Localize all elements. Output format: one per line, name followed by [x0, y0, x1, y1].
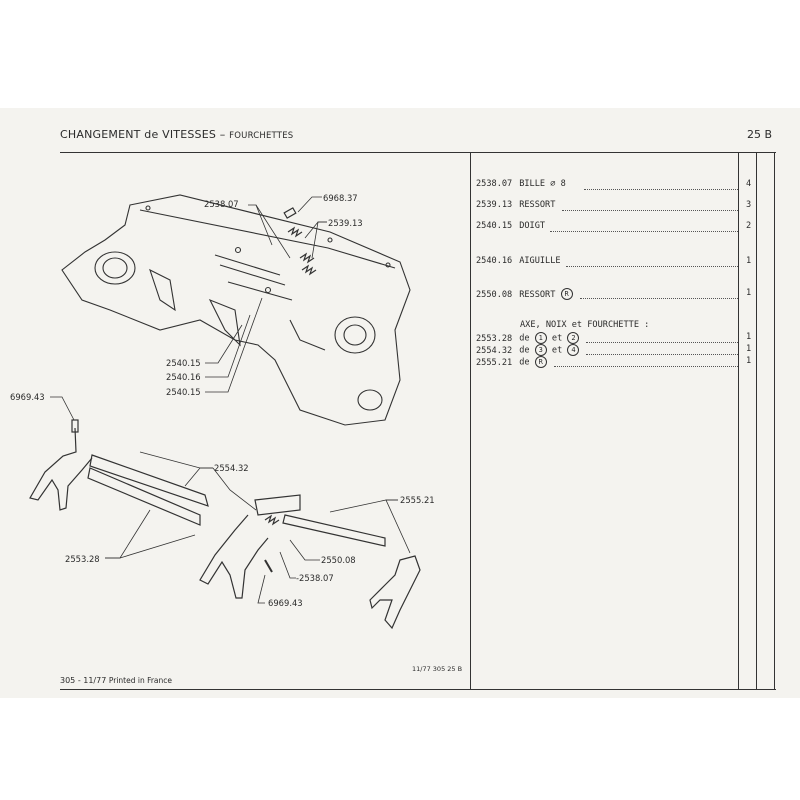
part-qty: 4	[746, 179, 752, 189]
parts-row	[476, 179, 766, 191]
part-qty: 1	[746, 256, 752, 266]
callout-2540-15-b: 2540.15	[166, 387, 201, 397]
part-pre: de	[519, 357, 530, 368]
part-mid: et	[551, 333, 563, 344]
part-qty: 3	[746, 200, 752, 210]
part-label: AIGUILLE	[519, 256, 561, 266]
part-mid: et	[551, 345, 563, 356]
header-rule	[60, 152, 776, 153]
part-label: BILLE ⌀ 8	[519, 179, 566, 189]
part-qty: 1	[746, 332, 752, 342]
title-main: CHANGEMENT de VITESSES	[60, 128, 217, 141]
callout-2553-28: 2553.28	[65, 554, 100, 564]
part-qty: 1	[746, 288, 752, 298]
leader-dots	[562, 200, 738, 211]
title-subtitle: FOURCHETTES	[229, 131, 294, 141]
mark-a: 3	[535, 344, 547, 356]
part-pre: de	[519, 333, 530, 344]
callout-2555-21: 2555.21	[400, 495, 435, 505]
part-label: DOIGT	[519, 221, 546, 231]
spring-coils-drawing	[284, 208, 316, 274]
gearbox-housing-drawing	[62, 195, 410, 425]
leader-lines	[50, 197, 410, 603]
part-qty: 1	[746, 356, 752, 366]
leader-dots	[586, 344, 738, 355]
callout-6969-43-left: 6969.43	[10, 392, 45, 402]
footer-rule	[60, 689, 776, 690]
part-ref: 2538.07	[476, 179, 513, 189]
mark-b: 2	[567, 332, 579, 344]
part-qty: 1	[746, 344, 752, 354]
footer-ref: 11/77 305 25 B	[412, 665, 463, 673]
exploded-diagram	[0, 170, 470, 670]
leader-dots	[580, 288, 738, 299]
part-label: RESSORT	[519, 289, 556, 300]
part-ref: 2540.16	[476, 256, 513, 266]
callout-2538-07-bottom: -2538.07	[296, 573, 334, 583]
part-ref: 2554.32	[476, 345, 513, 356]
mark-a: 1	[535, 332, 547, 344]
callout-2538-07-top: 2538.07	[204, 199, 239, 209]
part-ref: 2555.21	[476, 357, 513, 368]
callout-6968-37: 6968.37	[323, 193, 358, 203]
callout-6969-43-bottom: 6969.43	[268, 598, 303, 608]
page-number: 25 B	[747, 128, 773, 141]
extra-column-right	[774, 152, 775, 690]
parts-row	[476, 200, 766, 212]
part-pre: de	[519, 345, 530, 356]
part-ref: 2539.13	[476, 200, 513, 210]
footer-printed: Printed in France	[108, 676, 173, 685]
mark-b: 4	[567, 344, 579, 356]
footer-print-info	[60, 676, 172, 685]
reverse-mark: R	[561, 288, 573, 300]
part-label: RESSORT	[519, 200, 556, 210]
parts-row	[476, 288, 766, 300]
leader-dots	[586, 332, 738, 343]
group-row	[476, 356, 766, 368]
column-divider	[470, 152, 471, 690]
callout-2554-32: 2554.32	[214, 463, 249, 473]
part-ref: 2540.15	[476, 221, 513, 231]
title-separator: –	[219, 128, 226, 141]
callout-2540-15-a: 2540.15	[166, 358, 201, 368]
page-title	[60, 128, 293, 141]
part-ref: 2553.28	[476, 333, 513, 344]
leader-dots	[554, 356, 738, 367]
leader-dots	[566, 256, 738, 267]
fork-shaft-drawing	[30, 420, 420, 628]
parts-row	[476, 221, 766, 233]
callout-2540-16: 2540.16	[166, 372, 201, 382]
part-qty: 2	[746, 221, 752, 231]
group-row	[476, 344, 766, 356]
group-title: AXE, NOIX et FOURCHETTE :	[520, 320, 650, 330]
callout-2550-08: 2550.08	[321, 555, 356, 565]
mark-a: R	[535, 356, 547, 368]
part-ref: 2550.08	[476, 289, 513, 300]
callout-2539-13: 2539.13	[328, 218, 363, 228]
parts-row	[476, 256, 766, 268]
leader-dots	[584, 179, 738, 190]
footer-code: 305 - 11/77	[60, 676, 107, 685]
group-row	[476, 332, 766, 344]
leader-dots	[550, 221, 738, 232]
